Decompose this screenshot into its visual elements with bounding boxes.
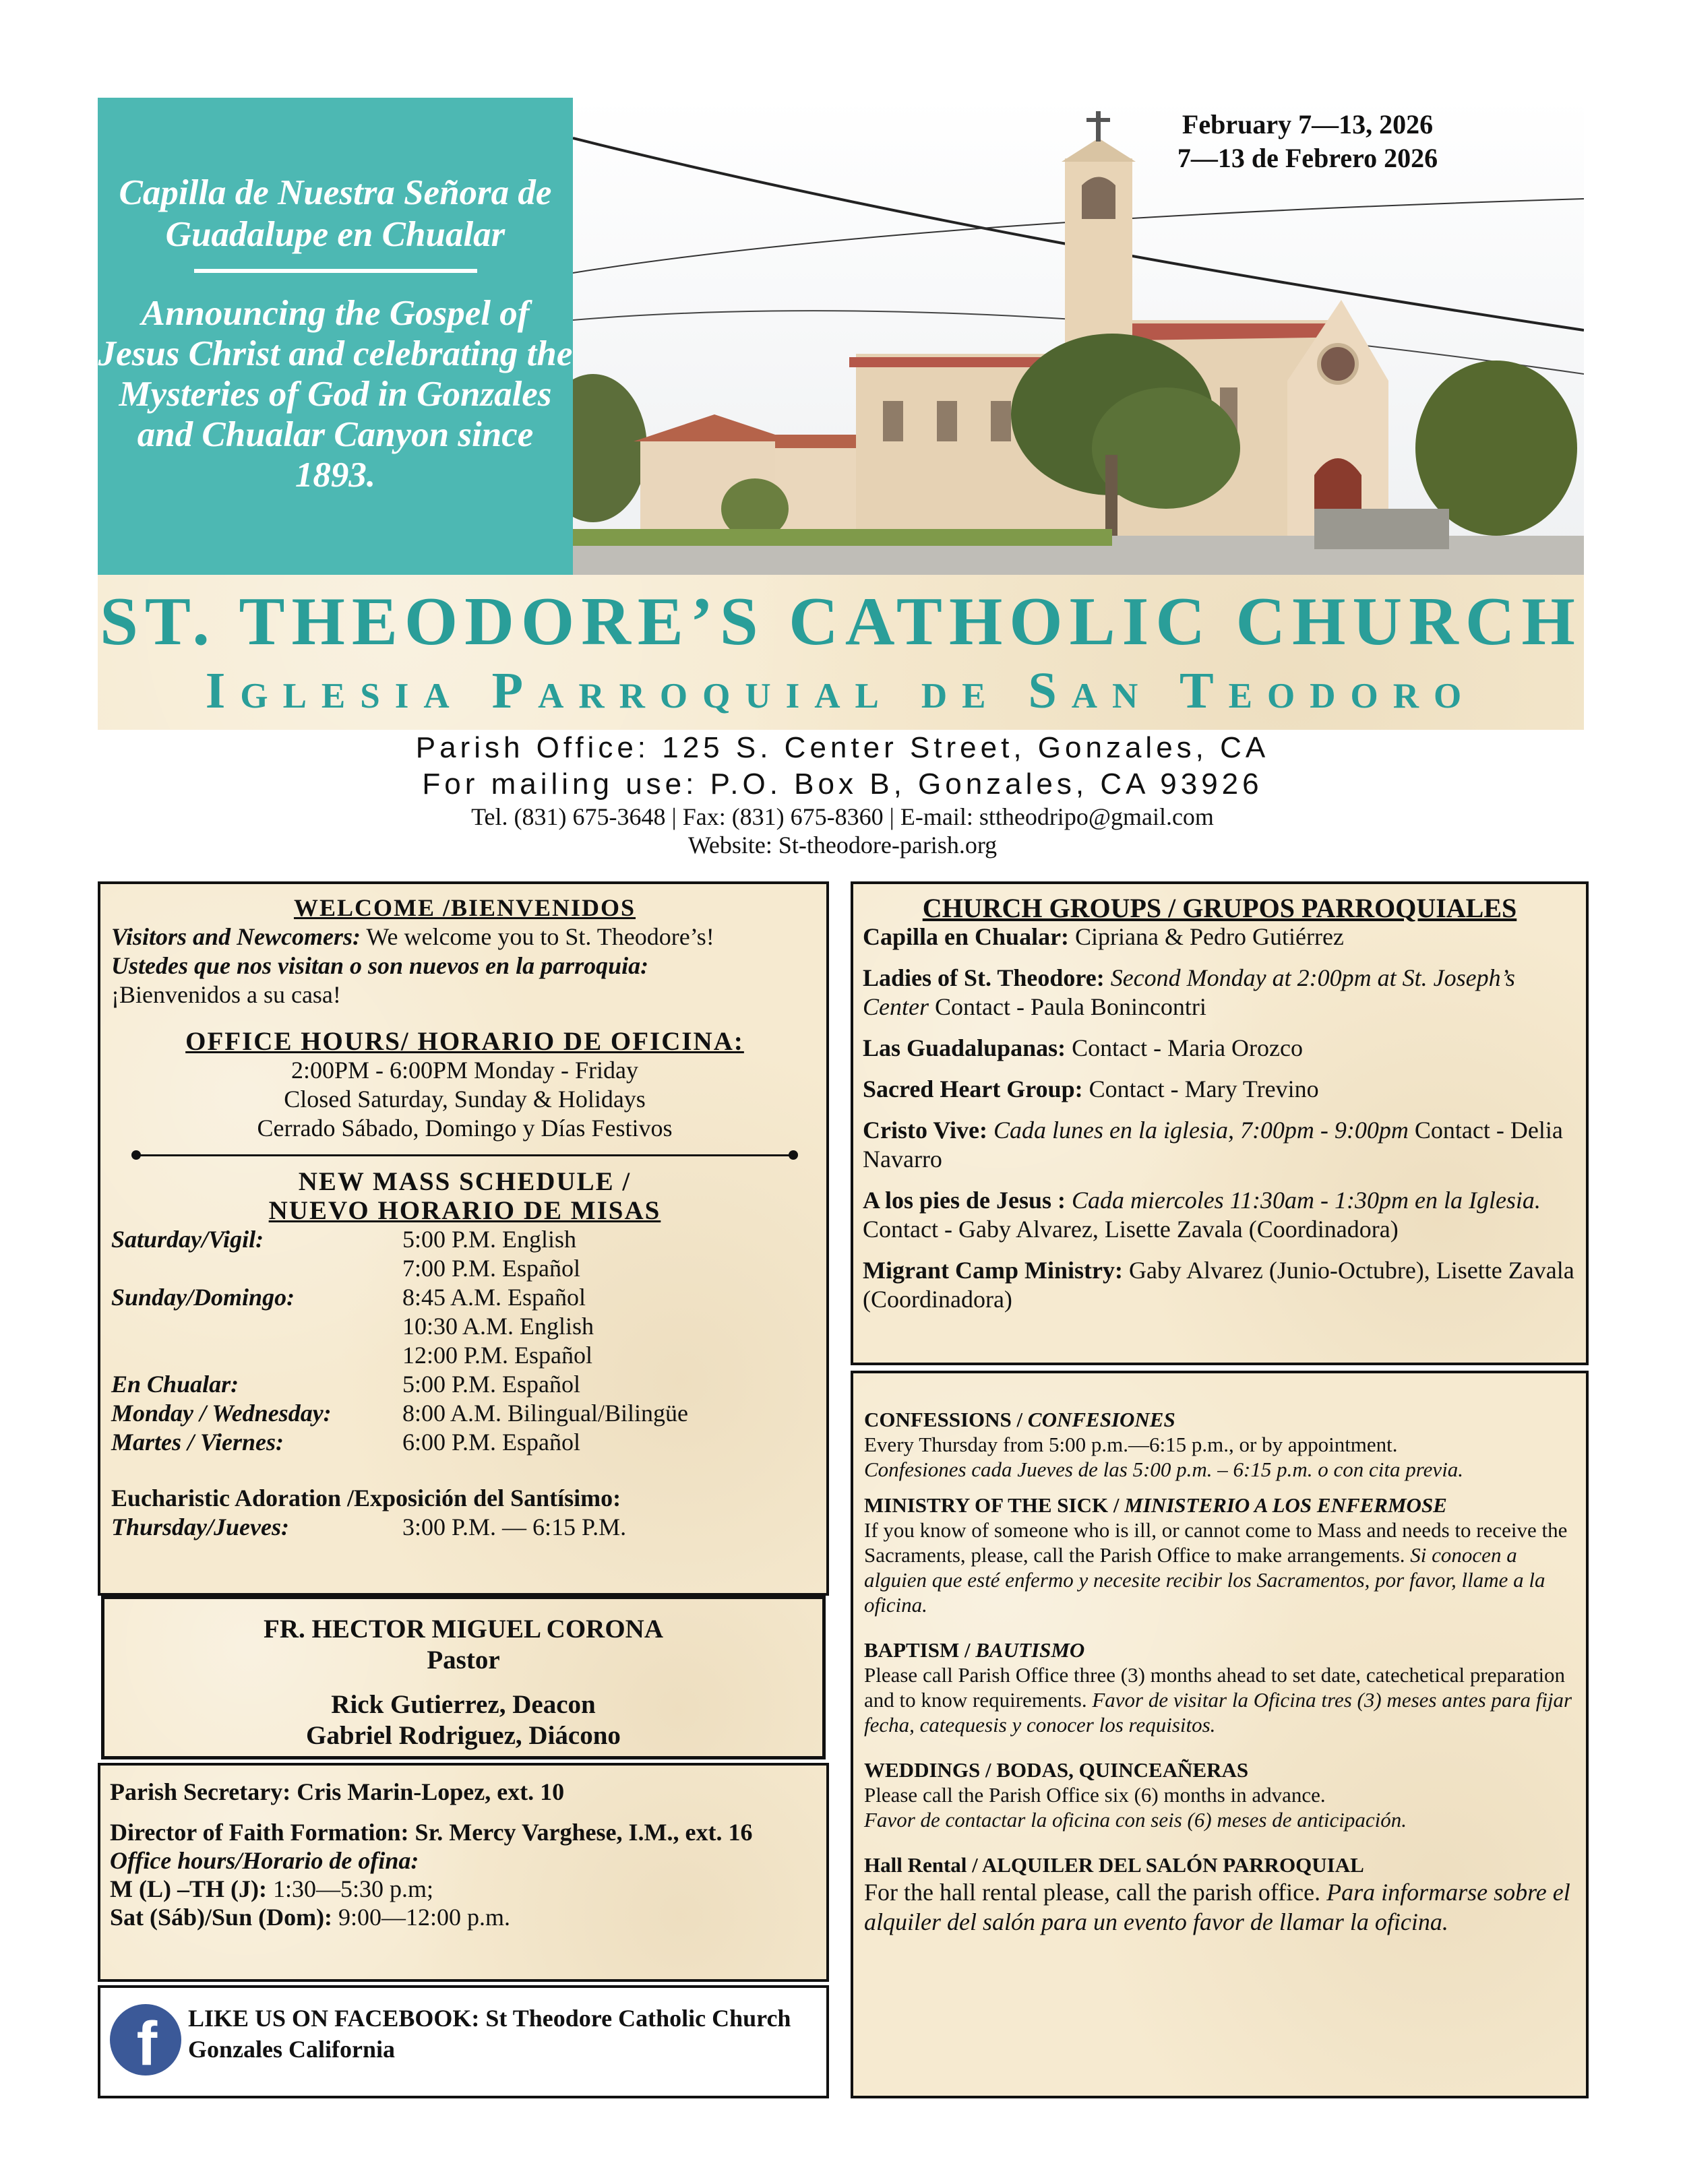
sick-text: If you know of someone who is ill, or cannot come to Mass and needs to receive the Sacraments, please, call the Parish Office to make arrangements. Si conocen a alguien que esté enfermo y necesite recibir los Sacramentos, por favor, llame a la oficina.	[864, 1518, 1568, 1617]
pastor-name: FR. HECTOR MIGUEL CORONA	[264, 1615, 663, 1644]
church-title: ST. THEODORE’S CATHOLIC CHURCH	[100, 584, 1582, 660]
ustedes-line: Ustedes que nos visitan o son nuevos en la parroquia:	[111, 952, 649, 979]
weddings-en: Please call the Parish Office six (6) months in advance.	[864, 1783, 1326, 1807]
address-block	[0, 730, 1685, 859]
welcome-title: WELCOME /BIENVENIDOS	[293, 894, 636, 921]
schedule-row: 7:00 P.M. Español	[402, 1255, 581, 1282]
office-hours-title: OFFICE HOURS/ HORARIO DE OFICINA:	[185, 1027, 744, 1056]
facebook-icon-letter: f	[136, 2009, 158, 2077]
office-address: Parish Office: 125 S. Center Street, Gonzales, CA	[415, 731, 1270, 764]
hall-title: Hall Rental / ALQUILER DEL SALÓN PARROQUIAL	[864, 1853, 1364, 1877]
facebook-text: LIKE US ON FACEBOOK: St Theodore Catholic Church Gonzales California	[188, 2005, 791, 2063]
office-hours-1: 2:00PM - 6:00PM Monday - Friday	[290, 1057, 639, 1084]
schedule-row: Martes / Viernes: 6:00 P.M. Español	[111, 1429, 581, 1456]
church-groups-box	[851, 881, 1589, 1365]
group-item: Cristo Vive: Cada lunes en la iglesia, 7:00pm - 9:00pm Contact - Delia Navarro	[863, 1117, 1563, 1173]
deacon-2: Gabriel Rodriguez, Diácono	[306, 1721, 621, 1750]
hall-section	[864, 1852, 1576, 1937]
schedule-row: 12:00 P.M. Español	[402, 1342, 593, 1369]
chapel-name: Capilla de Nuestra Señora de Guadalupe en Chualar	[119, 173, 552, 254]
groups-title: CHURCH GROUPS / GRUPOS PARROQUIALES	[922, 893, 1517, 923]
schedule-row: Saturday/Vigil: 5:00 P.M. English	[111, 1226, 577, 1253]
mass-title-es: NUEVO HORARIO DE MISAS	[268, 1196, 661, 1225]
secretary: Parish Secretary: Cris Marin-Lopez, ext. 10	[110, 1778, 565, 1805]
schedule-row: En Chualar: 5:00 P.M. Español	[111, 1371, 581, 1398]
clergy-box	[101, 1596, 826, 1759]
date-english: February 7—13, 2026	[1182, 109, 1434, 139]
church-subtitle: Iglesia Parroquial de San Teodoro	[205, 662, 1477, 719]
group-item: Migrant Camp Ministry: Gaby Alvarez (Junio-Octubre), Lisette Zavala (Coordinadora)	[863, 1257, 1574, 1313]
hours-title: Office hours/Horario de ofina:	[110, 1847, 419, 1874]
group-item: Capilla en Chualar: Cipriana & Pedro Gutiérrez	[863, 923, 1344, 950]
confessions-section	[864, 1407, 1576, 1482]
deacon-1: Rick Gutierrez, Deacon	[331, 1690, 596, 1719]
hall-text: For the hall rental please, call the parish office. Para informarse sobre el alquiler del salón para un evento favor de llamar la oficina.	[864, 1879, 1570, 1935]
contact-line: Tel. (831) 675-3648 | Fax: (831) 675-8360 | E-mail: sttheodripo@gmail.com	[471, 803, 1214, 830]
bienvenidos-line: ¡Bienvenidos a su casa!	[111, 981, 341, 1008]
schedule-row: Sunday/Domingo: 8:45 A.M. Español	[111, 1284, 586, 1311]
group-item: Sacred Heart Group: Contact - Mary Trevino	[863, 1075, 1319, 1102]
visitors-line: Visitors and Newcomers: We welcome you to St. Theodore’s!	[111, 923, 714, 950]
mailing-address: For mailing use: P.O. Box B, Gonzales, CA 93926	[422, 768, 1263, 801]
weddings-section	[864, 1757, 1576, 1832]
divider	[194, 269, 477, 273]
group-item: Ladies of St. Theodore: Second Monday at 2:00pm at St. Joseph’s Center Contact - Paula Bonincontri	[863, 964, 1515, 1020]
faith-director: Director of Faith Formation: Sr. Mercy Varghese, I.M., ext. 16	[110, 1819, 753, 1846]
hours-weekday: M (L) –TH (J): 1:30—5:30 p.m;	[110, 1875, 433, 1902]
sacraments-box	[851, 1371, 1589, 2098]
confessions-es: Confesiones cada Jueves de las 5:00 p.m. – 6:15 p.m. o con cita previa.	[864, 1458, 1464, 1481]
tagline-panel	[98, 98, 573, 575]
baptism-text: Please call Parish Office three (3) months ahead to set date, catechetical preparation and to know requirements. Favor de visitar la Oficina tres (3) meses antes para fijar fecha, catequesis y conocer los requisitos.	[864, 1663, 1572, 1737]
bulletin-date	[1105, 108, 1510, 175]
hours-weekend: Sat (Sáb)/Sun (Dom): 9:00—12:00 p.m.	[110, 1904, 511, 1931]
facebook-box[interactable]	[98, 1985, 829, 2098]
mission-statement: Announcing the Gospel of Jesus Christ and celebrating the Mysteries of God in Gonzales and Chualar Canyon since 1893.	[98, 294, 573, 495]
sick-section	[864, 1493, 1576, 1617]
group-item: Las Guadalupanas: Contact - Maria Orozco	[863, 1034, 1304, 1061]
pastor-title: Pastor	[427, 1646, 500, 1675]
title-banner	[98, 575, 1584, 730]
baptism-section	[864, 1637, 1576, 1737]
welcome-box	[98, 881, 829, 1596]
mass-schedule	[111, 1225, 818, 1457]
weddings-es: Favor de contactar la oficina con seis (6) meses de anticipación.	[864, 1808, 1407, 1832]
weddings-title: WEDDINGS / BODAS, QUINCEAÑERAS	[864, 1758, 1249, 1782]
website[interactable]: Website: St-theodore-parish.org	[687, 832, 998, 859]
schedule-row: Monday / Wednesday: 8:00 A.M. Bilingual/Bilingüe	[111, 1400, 689, 1427]
staff-box	[98, 1763, 829, 1982]
divider	[131, 1147, 798, 1163]
confessions-title: CONFESSIONS / CONFESIONES	[864, 1408, 1175, 1431]
baptism-title: BAPTISM / BAUTISMO	[864, 1638, 1085, 1662]
sick-title: MINISTRY OF THE SICK / MINISTERIO A LOS ENFERMOSE	[864, 1493, 1447, 1517]
confessions-en: Every Thursday from 5:00 p.m.—6:15 p.m., or by appointment.	[864, 1433, 1398, 1456]
date-spanish: 7—13 de Febrero 2026	[1177, 143, 1438, 173]
mass-title: NEW MASS SCHEDULE /	[298, 1167, 632, 1196]
adoration-title: Eucharistic Adoration /Exposición del Santísimo:	[111, 1485, 621, 1511]
office-hours-3: Cerrado Sábado, Domingo y Días Festivos	[257, 1115, 673, 1142]
group-item: A los pies de Jesus : Cada miercoles 11:30am - 1:30pm en la Iglesia. Contact - Gaby Alvarez, Lisette Zavala (Coordinadora)	[863, 1187, 1541, 1243]
facebook-icon[interactable]	[109, 2003, 183, 2077]
office-hours-2: Closed Saturday, Sunday & Holidays	[284, 1086, 646, 1113]
adoration-row: Thursday/Jueves: 3:00 P.M. — 6:15 P.M.	[111, 1514, 627, 1540]
schedule-row: 10:30 A.M. English	[402, 1313, 594, 1340]
